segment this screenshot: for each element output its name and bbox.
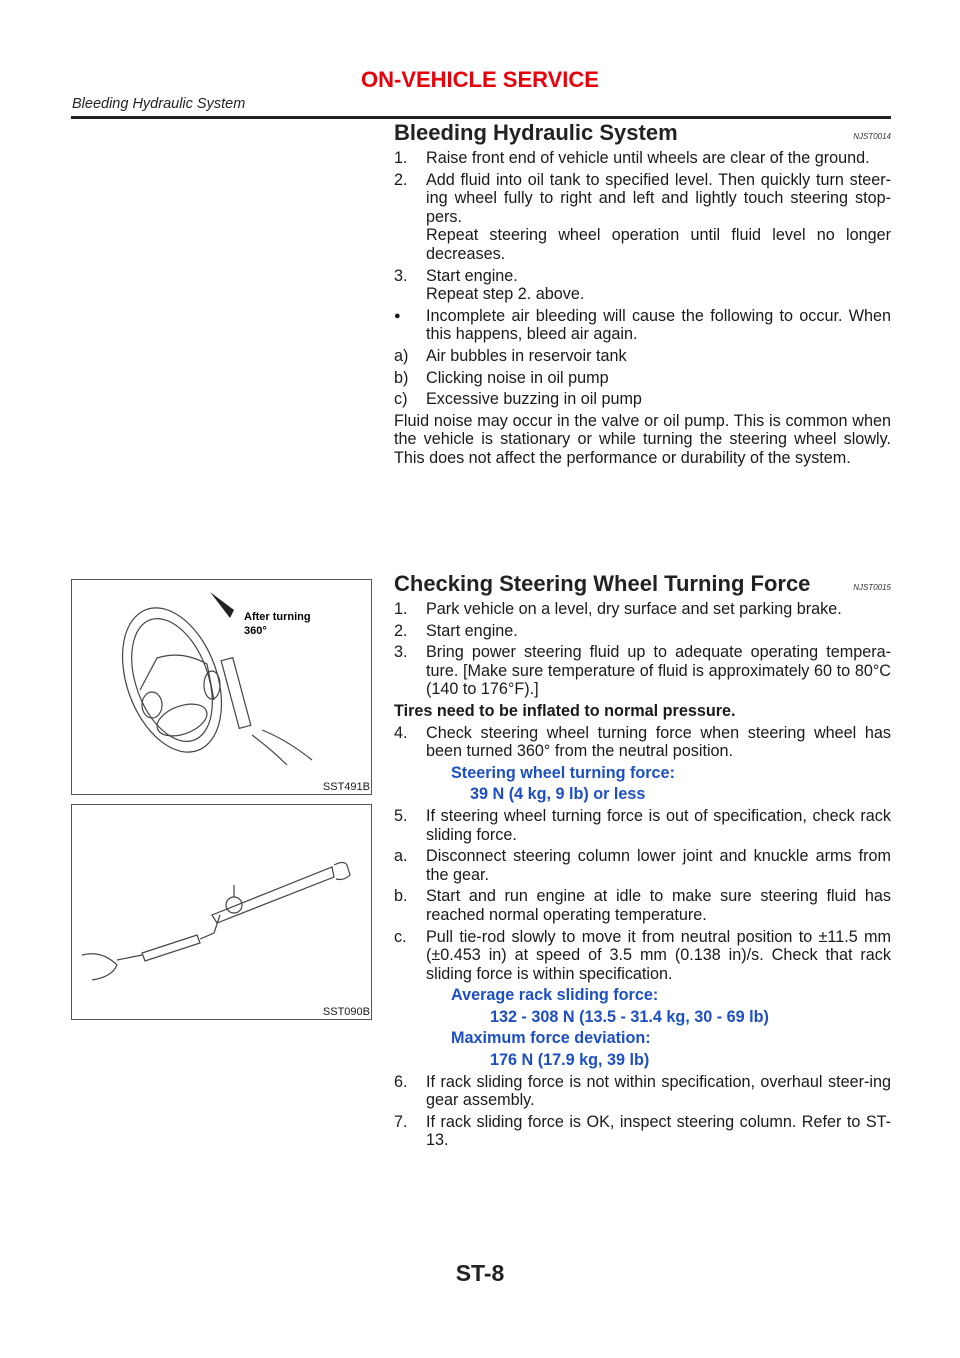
header-rule (71, 116, 891, 119)
item-text (426, 347, 891, 366)
heading-bleeding (394, 120, 891, 146)
item-marker: 4. (394, 723, 408, 742)
list-item (394, 807, 891, 844)
list-item (394, 600, 891, 619)
item-text (426, 267, 891, 304)
list-item (394, 847, 891, 884)
item-main-text: If rack sliding force is OK, inspect steering column. Refer to ST-13. (426, 1112, 891, 1150)
heading-text: Bleeding Hydraulic System (394, 120, 678, 145)
spec-value: 39 N (4 kg, 9 lb) or less (470, 785, 646, 804)
item-main-text: Start and run engine at idle to make sure steering fluid has reached normal operating temperature. (426, 887, 891, 924)
item-text (426, 887, 891, 924)
page-number: ST-8 (455, 1260, 505, 1286)
list-item (394, 149, 891, 168)
spec-label: Maximum force deviation: (451, 1029, 651, 1048)
item-text (426, 807, 891, 844)
spec-label: Average rack sliding force: (451, 986, 659, 1005)
figure-label: After turning (244, 611, 311, 623)
spec-value: 132 - 308 N (13.5 - 31.4 kg, 30 - 69 lb) (490, 1007, 769, 1026)
item-text (426, 622, 891, 641)
item-marker: ● (394, 309, 401, 322)
figure-rack-gauge (71, 804, 372, 1020)
item-text (426, 928, 891, 984)
item-marker: c. (394, 927, 407, 946)
item-marker: 1. (394, 600, 408, 618)
item-main-text: Start engine. (426, 266, 518, 285)
item-marker: 7. (394, 1112, 408, 1131)
item-text (426, 171, 891, 264)
item-text (426, 307, 891, 344)
figure-caption: SST090B (322, 1006, 370, 1018)
item-marker: c) (394, 390, 408, 409)
item-main-text: Pull tie-rod slowly to move it from neutral position to ±11.5 mm (±0.453 in) at speed of 3.5 mm (0.138 in)/s. Check that rack sliding force is within specification. (426, 927, 891, 983)
item-text: Check steering wheel turning force when steering wheel has been turned 360° from the neutral position. (426, 723, 891, 761)
list-item (394, 1113, 891, 1150)
item-text (426, 643, 891, 699)
item-main-text: Air bubbles in reservoir tank (426, 346, 627, 365)
section-title: ON-VEHICLE SERVICE (361, 67, 599, 92)
section-bleeding (394, 120, 891, 468)
list-item (394, 267, 891, 304)
item-marker: b) (394, 368, 409, 387)
item-text (426, 1113, 891, 1150)
section-turning-force (394, 571, 891, 1150)
item-main-text: Excessive buzzing in oil pump (426, 390, 642, 409)
item-marker: 1. (394, 149, 408, 167)
item-main-text: Bring power steering fluid up to adequate operating tempera-ture. [Make sure temperature of fluid is approximately 60 to 80°C (140 to 176°F).] (426, 643, 891, 699)
heading-text: Checking Steering Wheel Turning Force (394, 571, 811, 596)
list-item (394, 171, 891, 264)
spec-value: 176 N (17.9 kg, 39 lb) (490, 1051, 650, 1070)
list-item (394, 928, 891, 984)
item-marker: a) (394, 346, 409, 365)
item-text (426, 390, 891, 409)
list-item (394, 887, 891, 924)
item-main-text: Park vehicle on a level, dry surface and set parking brake. (426, 600, 842, 618)
item-marker: 2. (394, 170, 408, 189)
item-subtext: Repeat step 2. above. (426, 285, 585, 304)
list-item (394, 643, 891, 699)
heading-turning-force (394, 571, 891, 597)
item-main-text: If steering wheel turning force is out of specification, check rack sliding force. (426, 806, 891, 844)
list-item (394, 369, 891, 388)
item-text (426, 847, 891, 884)
item-main-text: If rack sliding force is not within specification, overhaul steer-ing gear assembly. (426, 1072, 891, 1110)
list-item (394, 622, 891, 641)
rotation-arrow-icon (210, 592, 234, 618)
list-item (394, 390, 891, 409)
item-text (426, 149, 891, 168)
item-marker: 3. (394, 643, 408, 662)
figure-caption: SST491B (322, 781, 370, 793)
list-item (394, 347, 891, 366)
section-subtitle: Bleeding Hydraulic System (72, 96, 246, 112)
rack-gauge-illustration (72, 805, 371, 1019)
item-text (426, 1073, 891, 1110)
item-marker: b. (394, 887, 408, 906)
item-marker: 3. (394, 266, 408, 285)
item-main-text: Start engine. (426, 621, 518, 640)
item-marker: 6. (394, 1072, 408, 1091)
item-main-text: Raise front end of vehicle until wheels are clear of the ground. (426, 149, 870, 167)
figure-label: 360° (244, 625, 267, 637)
item-main-text: Incomplete air bleeding will cause the following to occur. When this happens, bleed air again. (426, 306, 891, 344)
item-marker: 5. (394, 806, 408, 825)
list-item (394, 307, 891, 344)
spec-label: Steering wheel turning force: (451, 763, 675, 782)
item-subtext: Repeat steering wheel operation until fluid level no longer decreases. (426, 226, 891, 263)
item-main-text: Clicking noise in oil pump (426, 368, 609, 387)
item-marker: 2. (394, 621, 408, 640)
figure-steering-wheel (71, 579, 372, 795)
item-main-text: Add fluid into oil tank to specified level. Then quickly turn steer-ing wheel fully to right and left and lightly touch steering stop-pers. (426, 170, 891, 226)
list-item (394, 1073, 891, 1110)
item-main-text: Disconnect steering column lower joint and knuckle arms from the gear. (426, 847, 891, 884)
note-paragraph: Fluid noise may occur in the valve or oil pump. This is common when the vehicle is stationary or while turning the steering wheel slowly. This does not affect the performance or durability of the system. (394, 411, 891, 467)
list-item (394, 724, 891, 761)
ref-code: NJST0015 (853, 583, 891, 592)
steering-wheel-illustration (72, 580, 371, 794)
bold-note: Tires need to be inflated to normal pressure. (394, 701, 736, 720)
item-marker: a. (394, 847, 408, 866)
item-text (426, 600, 891, 619)
ref-code: NJST0014 (853, 132, 891, 141)
item-text (426, 369, 891, 388)
